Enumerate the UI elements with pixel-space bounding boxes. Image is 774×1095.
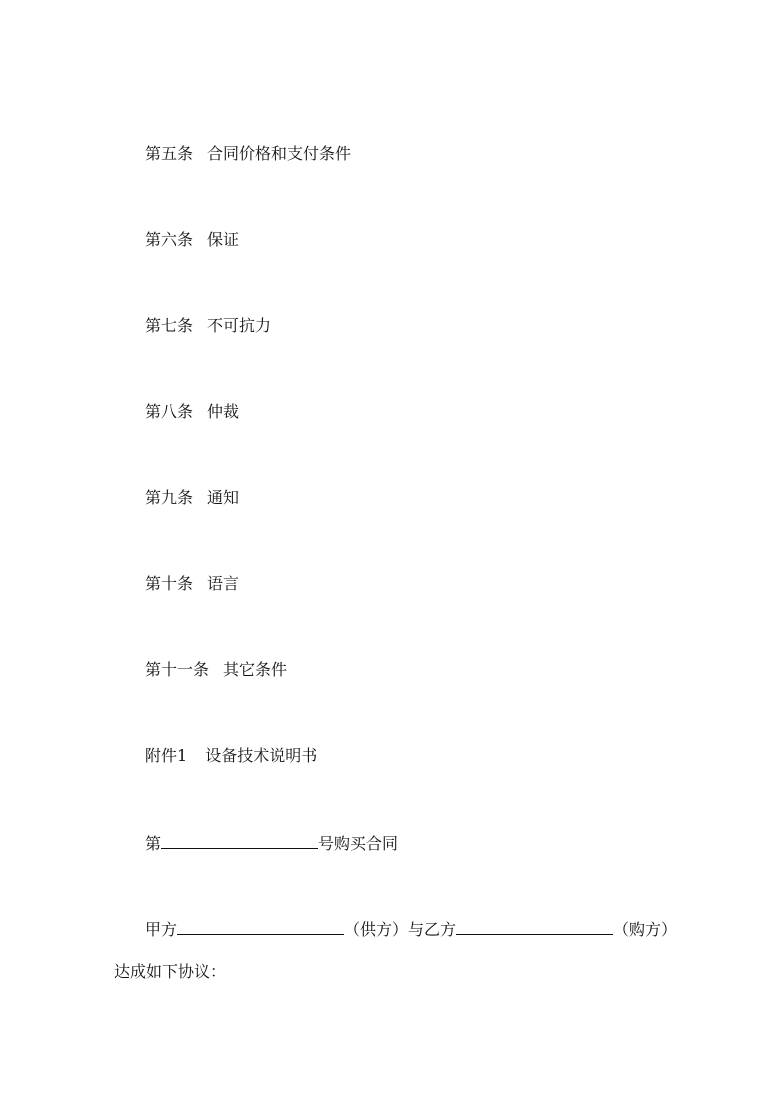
attachment-title: 设备技术说明书 xyxy=(205,746,318,765)
article-number: 第八条 xyxy=(145,402,194,421)
article-9 xyxy=(145,488,239,508)
contract-number-line xyxy=(145,832,398,854)
agreement-continuation: 达成如下协议： xyxy=(114,962,227,981)
article-title: 语言 xyxy=(207,574,240,593)
article-title: 其它条件 xyxy=(223,660,288,679)
article-number: 第六条 xyxy=(145,230,194,249)
buyer-name-blank[interactable] xyxy=(456,918,613,935)
article-number: 第七条 xyxy=(145,316,194,335)
article-number: 第五条 xyxy=(145,144,194,163)
article-number: 第十一条 xyxy=(145,660,210,679)
contract-number-suffix: 号购买合同 xyxy=(318,834,399,853)
article-10 xyxy=(145,574,239,594)
article-title: 不可抗力 xyxy=(207,316,272,335)
attachment-line xyxy=(145,746,317,766)
article-6 xyxy=(145,230,239,250)
article-number: 第九条 xyxy=(145,488,194,507)
article-title: 仲裁 xyxy=(207,402,240,421)
article-7 xyxy=(145,316,271,336)
contract-number-prefix: 第 xyxy=(145,834,162,853)
supplier-tag: （供方）与乙方 xyxy=(344,920,457,939)
article-title: 保证 xyxy=(207,230,240,249)
parties-line xyxy=(145,918,677,940)
article-11 xyxy=(145,660,287,680)
supplier-name-blank[interactable] xyxy=(177,918,344,935)
article-5 xyxy=(145,144,351,164)
buyer-tag: （购方） xyxy=(613,920,678,939)
article-title: 通知 xyxy=(207,488,240,507)
contract-number-blank[interactable] xyxy=(161,832,318,849)
party-a-label: 甲方 xyxy=(145,920,178,939)
article-number: 第十条 xyxy=(145,574,194,593)
article-title: 合同价格和支付条件 xyxy=(207,144,352,163)
article-8 xyxy=(145,402,239,422)
attachment-label: 附件1 xyxy=(145,746,188,765)
